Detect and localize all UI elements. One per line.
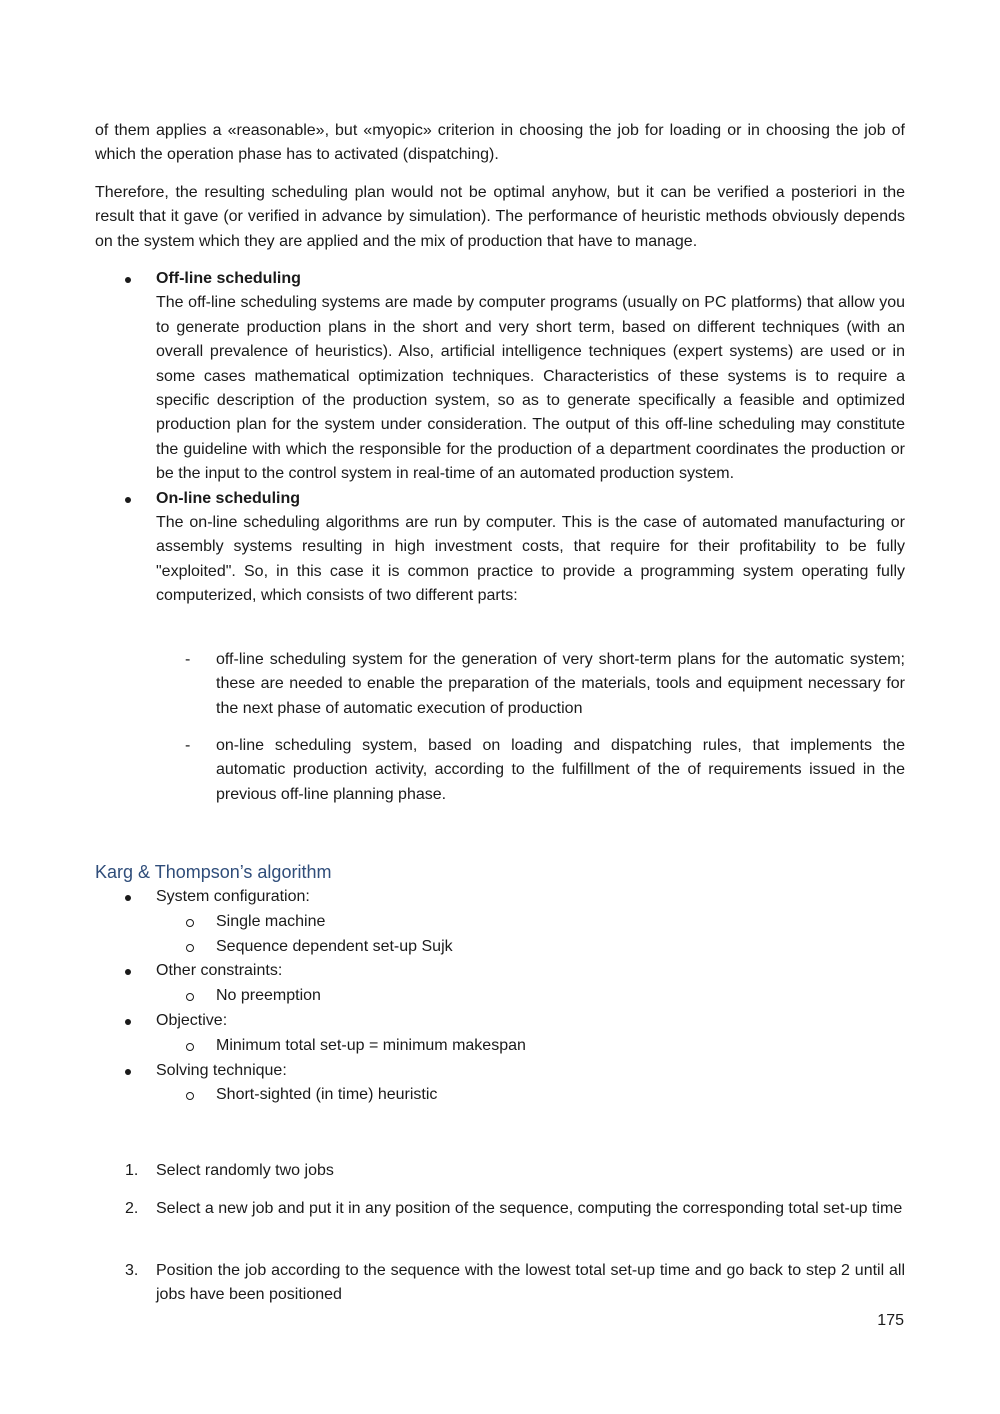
- section-heading: Karg & Thompson’s algorithm: [95, 862, 332, 882]
- circle-bullet-icon: [186, 944, 194, 952]
- step-text: Select a new job and put it in any position of the sequence, computing the corresponding total set-up time: [156, 1200, 903, 1217]
- offline-scheduling-body: The off-line scheduling systems are made by computer programs (usually on PC platforms) that allow you to generate production plans in the short and very short term, based on different techniques (with an overall prevalence of heuristics). Also, artificial intelligence techniques (expert systems) are used or in some cases mathematical optimization techniques. Characteristics of these systems is to require a specific description of the production system, so as to generate specifically a feasible and optimized production plan for the system under consideration. The output of this off-line scheduling may constitute the guideline with which the responsible for the production of a department coordinates the production or be the input to the control system in real-time of an automated production system.: [156, 294, 905, 483]
- list-item-offline-scheduling: [95, 267, 905, 487]
- list-item: [95, 959, 905, 984]
- step-item-2: [95, 1197, 905, 1221]
- step-item-3: [95, 1259, 905, 1308]
- part-item-offline-system: [155, 648, 905, 721]
- step-item-1: [95, 1159, 905, 1183]
- characteristic-value: Short-sighted (in time) heuristic: [216, 1086, 438, 1104]
- part-item-online-system: [155, 734, 905, 807]
- dash-marker: -: [185, 737, 191, 754]
- characteristic-label: Objective:: [156, 1011, 228, 1029]
- sub-list-item: [95, 910, 905, 935]
- sub-list-item: [95, 935, 905, 960]
- bullet-icon: [125, 895, 131, 901]
- sub-list-item: [95, 984, 905, 1009]
- bullet-icon: [125, 1069, 131, 1075]
- bullet-icon: [125, 497, 131, 503]
- part-text: off-line scheduling system for the generation of very short-term plans for the automatic system; these are needed to enable the preparation of the materials, tools and equipment necessary for the next phase of automatic execution of production: [216, 651, 905, 717]
- characteristic-value: No preemption: [216, 987, 321, 1005]
- circle-bullet-icon: [186, 1092, 194, 1100]
- dash-marker: -: [185, 651, 191, 668]
- sub-list-item: [95, 1034, 905, 1059]
- characteristic-value: Single machine: [216, 912, 326, 930]
- circle-bullet-icon: [186, 1043, 194, 1051]
- list-item: [95, 885, 905, 910]
- online-scheduling-body: The on-line scheduling algorithms are run by computer. This is the case of automated manufacturing or assembly systems resulting in high investment costs, that require for their profitability to be fully "exploited". So, in this case it is common practice to provide a programming system operating fully computerized, which consists of two different parts:: [156, 514, 905, 605]
- list-item: [95, 1059, 905, 1084]
- bullet-icon: [125, 969, 131, 975]
- list-item: [95, 1009, 905, 1034]
- step-number: 3.: [125, 1262, 139, 1279]
- circle-bullet-icon: [186, 993, 194, 1001]
- part-text: on-line scheduling system, based on loading and dispatching rules, that implements the automatic production activity, according to the fulfillment of the of requirements issued in the previous off-line planning phase.: [216, 737, 905, 803]
- offline-scheduling-title: Off-line scheduling: [156, 270, 301, 287]
- algorithm-characteristics-list: [95, 885, 905, 1108]
- characteristic-label: Other constraints:: [156, 962, 283, 980]
- characteristic-value: Minimum total set-up = minimum makespan: [216, 1036, 526, 1054]
- step-number: 1.: [125, 1162, 139, 1179]
- list-item-online-scheduling: [95, 487, 905, 609]
- paragraph-intro-continued: of them applies a «reasonable», but «myopic» criterion in choosing the job for loading or in choosing the job of which the operation phase has to activated (dispatching).: [95, 122, 905, 164]
- bullet-icon: [125, 1019, 131, 1025]
- bullet-icon: [125, 277, 131, 283]
- scheduling-types-list: [95, 267, 905, 609]
- sub-list-item: [95, 1083, 905, 1108]
- step-text: Select randomly two jobs: [156, 1162, 334, 1179]
- paragraph-heuristic-performance: Therefore, the resulting scheduling plan would not be optimal anyhow, but it can be verified a posteriori in the result that it gave (or verified in advance by simulation). The performance of heuristic methods obviously depends on the system which they are applied and the mix of production that have to manage.: [95, 184, 905, 250]
- online-scheduling-title: On-line scheduling: [156, 489, 301, 507]
- characteristic-label: System configuration:: [156, 888, 310, 905]
- step-number: 2.: [125, 1200, 139, 1217]
- step-text: Position the job according to the sequence with the lowest total set-up time and go back to step 2 until all jobs have been positioned: [156, 1262, 905, 1304]
- characteristic-label: Solving technique:: [156, 1061, 287, 1079]
- circle-bullet-icon: [186, 919, 194, 927]
- characteristic-value: Sequence dependent set-up Sujk: [216, 937, 453, 955]
- page-number: 175: [877, 1312, 904, 1329]
